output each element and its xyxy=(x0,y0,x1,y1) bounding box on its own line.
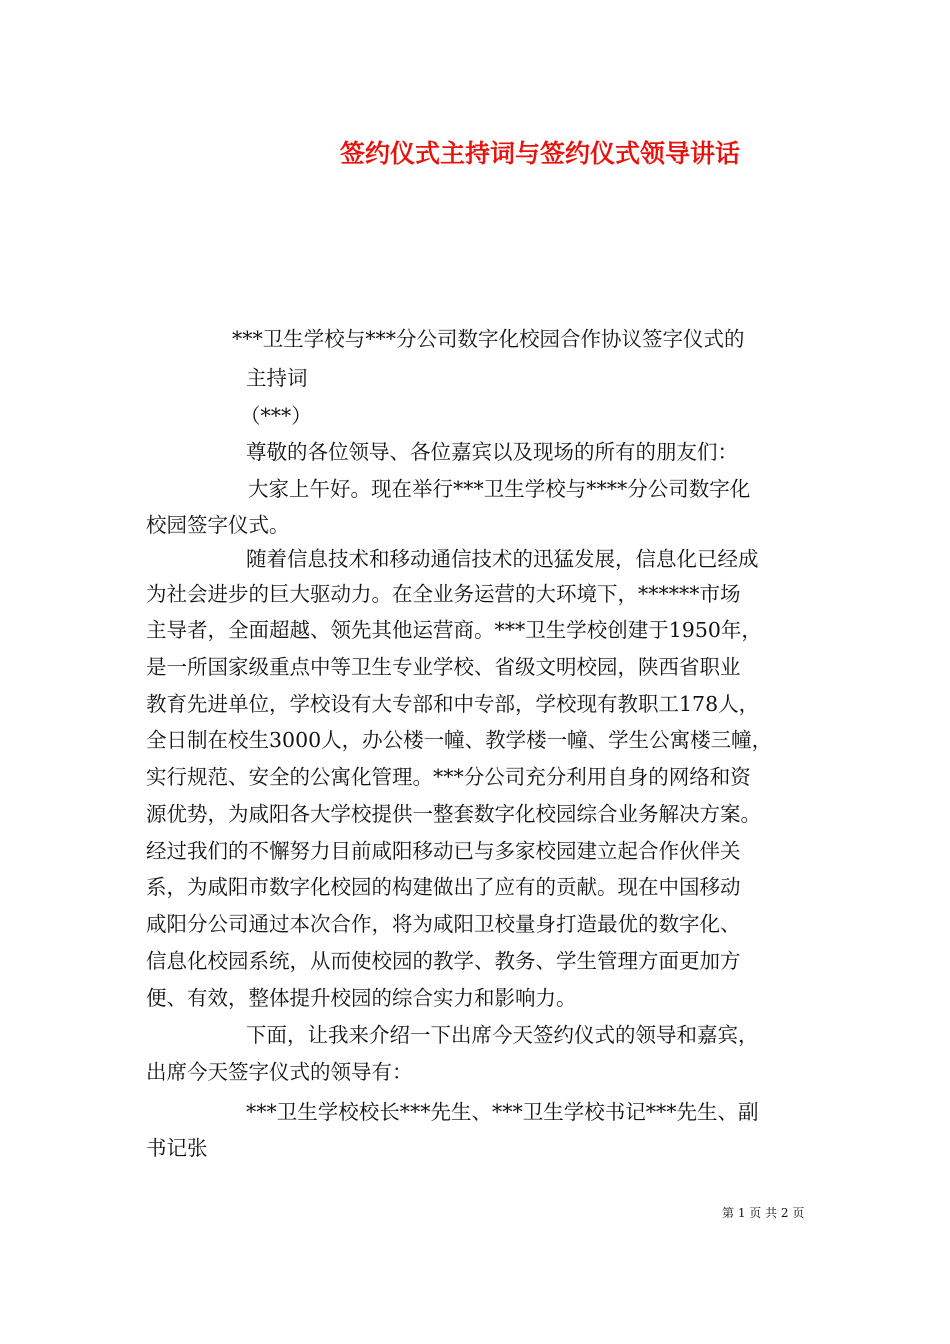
paragraph-line: 咸阳分公司通过本次合作，将为咸阳卫校量身打造最优的数字化、 xyxy=(146,912,741,936)
paragraph-line: 信息化校园系统，从而使校园的教学、教务、学生管理方面更加方 xyxy=(146,949,741,973)
paragraph-line: 大家上午好。现在举行***卫生学校与****分公司数字化 xyxy=(248,477,751,501)
paragraph-line: 系，为咸阳市数字化校园的构建做出了应有的贡献。现在中国移动 xyxy=(146,875,741,899)
paragraph-line: 教育先进单位，学校设有大专部和中专部，学校现有教职工178人， xyxy=(146,692,760,716)
page-indicator: 第 1 页 共 2 页 xyxy=(722,1206,805,1220)
paragraph-line: 经过我们的不懈努力目前咸阳移动已与多家校园建立起合作伙伴关 xyxy=(146,839,741,863)
heading-line-2: 主持词 xyxy=(246,366,308,390)
paragraph-line: 书记张 xyxy=(146,1136,208,1160)
paragraph-line: 是一所国家级重点中等卫生专业学校、省级文明校园，陕西省职业 xyxy=(146,655,741,679)
paragraph-line: 实行规范、安全的公寓化管理。***分公司充分利用自身的网络和资 xyxy=(146,765,751,789)
paragraph-line: 便、有效，整体提升校园的综合实力和影响力。 xyxy=(146,986,577,1010)
document-title: 签约仪式主持词与签约仪式领导讲话 xyxy=(339,139,740,168)
greeting-line: 尊敬的各位领导、各位嘉宾以及现场的所有的朋友们： xyxy=(246,440,738,464)
paragraph-line: 主导者，全面超越、领先其他运营商。***卫生学校创建于1950年， xyxy=(146,618,762,642)
paragraph-line: 源优势，为咸阳各大学校提供一整套数字化校园综合业务解决方案。 xyxy=(146,802,761,826)
author-line: （***） xyxy=(240,404,312,428)
paragraph-line: ***卫生学校校长***先生、***卫生学校书记***先生、副 xyxy=(246,1100,759,1124)
paragraph-line: 随着信息技术和移动通信技术的迅猛发展，信息化已经成 xyxy=(246,547,759,571)
heading-line-1: ***卫生学校与***分公司数字化校园合作协议签字仪式的 xyxy=(232,327,745,351)
paragraph-line: 出席今天签字仪式的领导有： xyxy=(146,1060,413,1084)
paragraph-line: 为社会进步的巨大驱动力。在全业务运营的大环境下，******市场 xyxy=(146,582,741,606)
paragraph-line: 校园签字仪式。 xyxy=(146,513,290,537)
paragraph-line: 下面，让我来介绍一下出席今天签约仪式的领导和嘉宾， xyxy=(246,1023,759,1047)
paragraph-line: 全日制在校生3000人，办公楼一幢、教学楼一幢、学生公寓楼三幢， xyxy=(146,728,773,752)
